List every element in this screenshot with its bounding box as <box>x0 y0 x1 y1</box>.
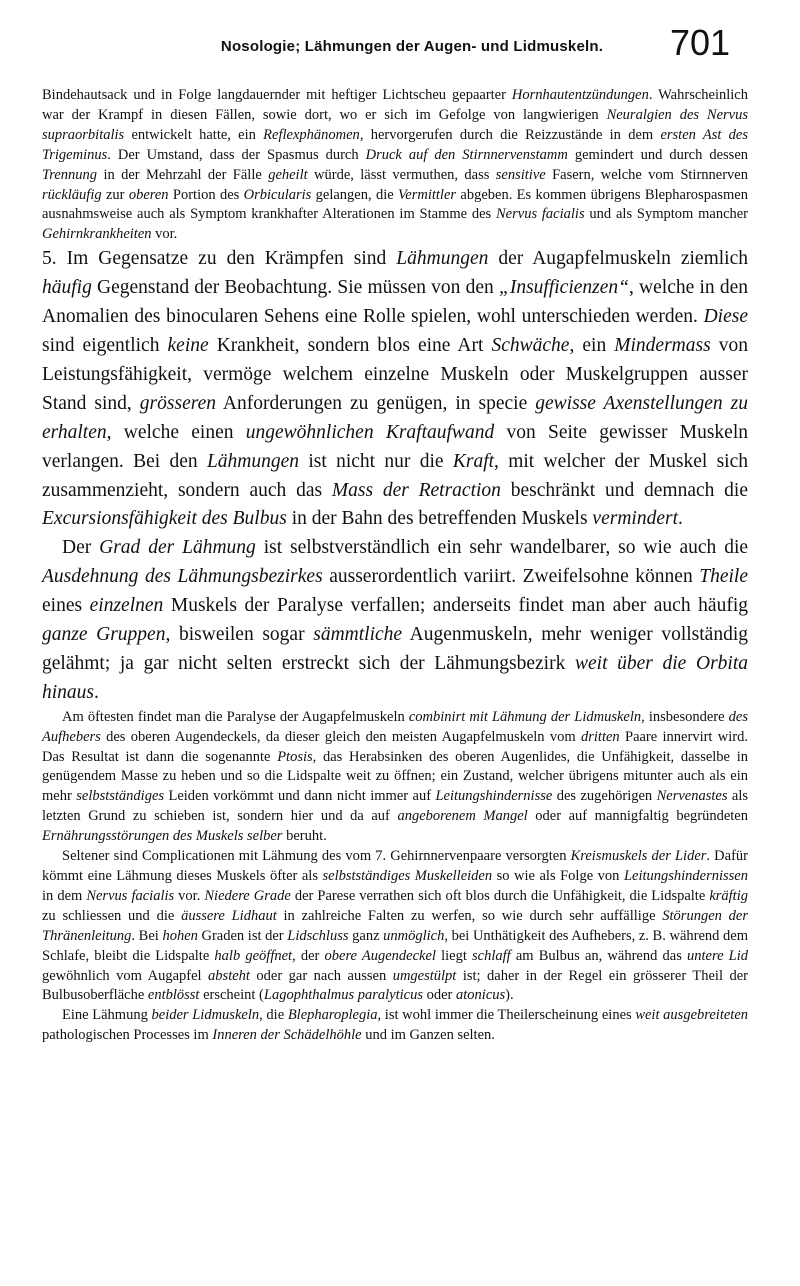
emphasis-text: angeborenem <box>397 808 476 825</box>
text-run: zur <box>101 186 129 203</box>
text-run: vor. <box>174 887 205 904</box>
text-run: und als Symptom mancher <box>584 206 749 223</box>
text-run: . <box>677 508 683 530</box>
text-run: Portion des <box>168 186 244 203</box>
emphasis-text: Störungen der Thränenleitung <box>42 907 748 944</box>
emphasis-text: Mindermass <box>614 334 711 356</box>
emphasis-text: Neuralgien des Nervus supraorbitalis <box>42 106 749 143</box>
emphasis-text: Ptosis <box>277 748 313 765</box>
emphasis-text: Blepharoplegia <box>287 1007 378 1024</box>
text-run: . Der Umstand, dass der Spasmus durch <box>107 146 366 163</box>
text-run: , hervorgerufen durch die Reizzustände in dem <box>359 126 661 143</box>
emphasis-text: halb geöffnet <box>214 947 293 964</box>
text-run: ). <box>505 987 514 1004</box>
emphasis-text: ungewöhnlichen Kraftaufwand <box>245 421 495 443</box>
text-run: in dem <box>42 887 87 904</box>
text-run: abgeben. Es kommen übrigens Blepharospasmen ausnahmsweise auch als Symptom krankhafter Alterationen im Stamme des <box>42 186 748 223</box>
emphasis-text: ersten Ast des Trigeminus <box>42 126 748 163</box>
emphasis-text: selbstständiges Muskelleiden <box>322 868 493 884</box>
text-run: des oberen Augendeckels, da dieser gleich den meisten Augapfelmuskeln vom <box>100 728 581 745</box>
text-run: , mit welcher der Muskel sich zusammenzieht, sondern auch das <box>42 450 748 501</box>
text-run: der Parese verrathen sich oft blos durch die Unfähigkeit, die Lidspalte <box>290 887 710 904</box>
emphasis-text: einzelnen <box>89 595 164 617</box>
emphasis-text: Trennung <box>42 166 98 183</box>
text-run: gelangen, die <box>311 186 399 203</box>
emphasis-text: Niedere Grade <box>204 887 291 904</box>
emphasis-text: Reflexphänomen <box>263 126 360 143</box>
emphasis-text: ganze Gruppen <box>42 624 166 646</box>
text-run: so wie als Folge von <box>492 868 624 884</box>
text-run: ist selbstverständlich ein sehr wandelbarer, so wie auch die <box>255 537 749 559</box>
emphasis-text: häufig <box>42 277 92 299</box>
emphasis-text: weit über die Orbita hinaus <box>42 652 748 703</box>
text-run: Fasern, welche vom Stirnnerven <box>545 166 748 183</box>
text-run: Graden ist der <box>197 927 288 944</box>
emphasis-text: Inneren der Schädelhöhle <box>212 1027 362 1044</box>
text-run: , das Herabsinken des oberen Augenlides, die Unfähigkeit, dasselbe in genügendem Masse zu heben und so die Lidspalte weit zu öffnen; ein Zustand, welcher übrigens mitunter auch als ein mehr <box>42 748 748 805</box>
emphasis-text: Leitungshindernissen <box>623 868 748 884</box>
text-run: in der Mehrzahl der Fälle <box>97 166 269 183</box>
emphasis-text: weit ausgebreiteten <box>635 1007 748 1024</box>
text-run: am Bulbus an, während das <box>510 947 687 964</box>
emphasis-text: dritten <box>581 728 620 745</box>
emphasis-text: umgestülpt <box>392 967 457 984</box>
running-title: Nosologie; Lähmungen der Augen- und Lidmuskeln. <box>220 38 604 55</box>
emphasis-text: sensitive <box>495 166 546 183</box>
text-run: Seltener sind Complicationen mit Lähmung des vom 7. Gehirnnervenpaare versorgten <box>62 848 571 865</box>
emphasis-text: äussere Lidhaut <box>181 907 277 924</box>
text-run: , welche einen <box>106 421 246 443</box>
emphasis-text: gewisse Axenstellungen zu erhalten <box>42 392 748 443</box>
text-run: zu schliessen und die <box>42 907 182 924</box>
text-run: Gegenstand der Beobachtung. Sie müssen von den <box>91 277 499 299</box>
text-run: der Augapfelmuskeln ziemlich <box>488 248 748 270</box>
text-run: Der <box>62 537 100 559</box>
emphasis-text: Nervus facialis <box>86 887 175 904</box>
emphasis-text: Schwäche <box>491 334 570 356</box>
emphasis-text: Orbicularis <box>243 186 312 203</box>
text-run: . Dafür kömmt eine Lähmung dieses Muskels öfter als <box>42 848 748 884</box>
text-run: in zahlreiche Falten zu werfen, so wie durch sehr auffällige <box>276 907 663 924</box>
text-run: in der Bahn des betreffenden Muskels <box>286 508 593 530</box>
text-run: ist; daher in der Regel ein grösserer Theil der Bulbusoberfläche <box>42 967 748 1004</box>
emphasis-text: Gehirnkrankheiten <box>42 226 152 243</box>
emphasis-text: schlaff <box>472 947 511 964</box>
emphasis-text: kräftig <box>709 887 748 904</box>
emphasis-text: Mass der Retraction <box>331 479 501 501</box>
text-run: , bisweilen sogar <box>165 624 314 646</box>
emphasis-text: unmöglich <box>383 927 445 944</box>
emphasis-text: sämmtliche <box>313 624 403 646</box>
text-run: entwickelt hatte, ein <box>124 126 264 143</box>
emphasis-text: untere Lid <box>687 947 749 964</box>
text-run: als letzten Grund zu schieben ist, sondern hier und da auf <box>42 788 749 825</box>
emphasis-text: vermindert <box>592 508 678 530</box>
text-run: , welche in den Anomalien des binocularen Sehens eine Rolle spielen, wohl unterschieden werden. <box>42 277 748 328</box>
text-run: ausserordentlich variirt. Zweifelsohne können <box>322 566 700 588</box>
text-run: Leiden vorkömmt und dann nicht immer auf <box>164 788 436 805</box>
emphasis-text: geheilt <box>268 166 308 183</box>
emphasis-text: Kraft <box>452 450 495 472</box>
text-run: pathologischen Processes im <box>42 1027 213 1044</box>
emphasis-text: rückläufig <box>42 186 102 203</box>
emphasis-text: oberen <box>128 186 169 203</box>
emphasis-text: Lagophthalmus paralyticus <box>263 987 423 1004</box>
emphasis-text: Theile <box>699 566 748 588</box>
text-run: . Bei <box>131 927 163 944</box>
emphasis-text: Kreismuskels der Lider <box>570 848 707 865</box>
text-run: Eine Lähmung <box>62 1007 152 1024</box>
emphasis-text: Mangel <box>483 808 528 825</box>
text-run: , bei Unthätigkeit des Aufhebers, z. B. während dem Schlafe, bleibt die Lidspalte <box>42 927 748 964</box>
text-run: ist nicht nur die <box>299 450 453 472</box>
emphasis-text: entblösst <box>147 987 200 1004</box>
emphasis-text: keine <box>167 334 209 356</box>
text-run: eines <box>42 595 90 617</box>
text-run: Augenmuskeln, mehr weniger vollständig gelähmt; ja gar nicht selten erstreckt sich der Lähmungsbezirk <box>42 624 749 674</box>
text-run: . <box>94 681 99 703</box>
emphasis-text: absteht <box>208 967 250 984</box>
paragraph-1 <box>42 86 748 245</box>
emphasis-text: combinirt mit Lähmung der Lidmuskeln <box>408 708 642 725</box>
text-run: liegt <box>435 947 473 964</box>
emphasis-text: Lähmungen <box>206 450 300 472</box>
text-run: 5. Im Gegensatze zu den Krämpfen sind <box>42 248 397 270</box>
text-run: beschränkt und demnach die <box>500 479 748 501</box>
emphasis-text: Nervenastes <box>656 788 728 805</box>
emphasis-text: obere Augendeckel <box>324 947 436 964</box>
text-run: beruht. <box>282 828 327 845</box>
emphasis-text: beider Lidmuskeln <box>151 1007 260 1024</box>
paragraph-2 <box>42 245 748 534</box>
text-run: Am öftesten findet man die Paralyse der Augapfelmuskeln <box>62 708 409 725</box>
text-run: oder <box>423 987 457 1004</box>
text-run: oder gar nach aussen <box>249 967 393 984</box>
paragraph-3 <box>42 534 748 707</box>
text-run: des zugehörigen <box>552 788 657 805</box>
page-number: 701 <box>670 22 731 63</box>
emphasis-text: Diese <box>703 306 748 328</box>
text-run: würde, lässt vermuthen, dass <box>307 166 496 183</box>
text-run: vor. <box>151 226 178 243</box>
emphasis-text: Vermittler <box>398 186 457 203</box>
emphasis-text: des Aufhebers <box>42 708 749 745</box>
text-run: Paare innervirt wird. Das Resultat ist dann die sogenannte <box>42 728 748 765</box>
paragraph-4 <box>42 708 748 847</box>
page-header <box>0 22 800 70</box>
text-run: ganz <box>348 927 384 944</box>
text-run: sind eigentlich <box>42 334 168 356</box>
body-text <box>42 86 748 1046</box>
emphasis-text: Nervus facialis <box>496 206 585 223</box>
emphasis-text: selbstständiges <box>76 788 165 805</box>
emphasis-text: Ausdehnung des Lähmungsbezirkes <box>42 566 323 588</box>
text-run: Muskels der Paralyse verfallen; anderseits findet man aber auch häufig <box>163 595 748 617</box>
text-run: , insbesondere <box>641 708 729 725</box>
paragraph-6 <box>42 1006 748 1046</box>
paragraph-5 <box>42 847 748 1006</box>
text-run: gemindert und durch dessen <box>567 146 749 163</box>
emphasis-text: Leitungshindernisse <box>435 788 553 805</box>
text-run: Krankheit, sondern blos eine Art <box>208 334 492 356</box>
emphasis-text: Hornhautentzündungen <box>511 87 649 103</box>
text-run: oder auf mannigfaltig begründeten <box>527 808 748 825</box>
text-run: erscheint ( <box>199 987 264 1004</box>
text-run: . Wahrscheinlich war der Krampf in diesen Fällen, sowie dort, wo er sich im Gefolge von langwierigen <box>42 87 748 123</box>
emphasis-text: Lähmungen <box>396 248 489 270</box>
text-run: und im Ganzen selten. <box>361 1027 495 1044</box>
emphasis-text: Ernährungsstörungen des Muskels selber <box>42 828 283 845</box>
emphasis-text: „Insufficienzen“ <box>498 277 629 299</box>
emphasis-text: Druck auf den Stirnnervenstamm <box>365 146 568 163</box>
text-run: , der <box>292 947 325 964</box>
text-run: , ist wohl immer die Theilerscheinung eines <box>377 1007 636 1024</box>
text-run: gewöhnlich vom Augapfel <box>42 967 209 984</box>
emphasis-text: atonicus <box>456 987 506 1004</box>
emphasis-text: Lidschluss <box>287 927 349 944</box>
text-run: Bindehautsack und in Folge langdauernder mit heftiger Lichtscheu gepaarter <box>42 87 512 103</box>
text-run: , die <box>259 1007 288 1024</box>
emphasis-text: grösseren <box>139 392 216 414</box>
text-run: von Seite gewisser Muskeln verlangen. Bei den <box>42 421 748 472</box>
emphasis-text: Grad der Lähmung <box>99 537 256 559</box>
emphasis-text: hohen <box>162 927 198 944</box>
text-run: von Leistungsfähigkeit, vermöge welchem einzelne Muskeln oder Muskelgruppen ausser Stand sind, <box>42 334 748 414</box>
emphasis-text: Excursionsfähigkeit des Bulbus <box>42 508 287 530</box>
text-run: Anforderungen zu genügen, in specie <box>216 392 536 414</box>
text-run: , ein <box>569 334 615 356</box>
